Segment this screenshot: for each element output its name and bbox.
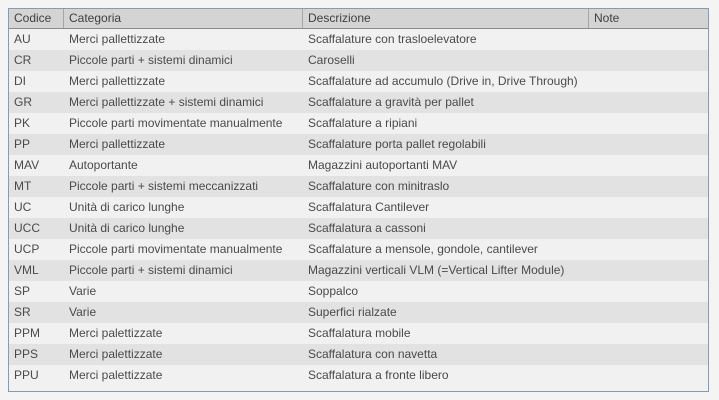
cell-descrizione: Caroselli xyxy=(308,53,355,67)
cell-note xyxy=(589,281,708,302)
cell-categoria: Unità di carico lunghe xyxy=(69,200,185,214)
cell-categoria: Merci palettizzate xyxy=(69,347,163,361)
cell-codice: PPU xyxy=(14,368,39,382)
cell-codice: CR xyxy=(14,53,32,67)
table-row[interactable] xyxy=(9,260,708,281)
cell-codice: SR xyxy=(14,305,31,319)
table-row[interactable] xyxy=(9,155,708,176)
cell-note xyxy=(589,113,708,134)
cell-categoria: Piccole parti movimentate manualmente xyxy=(69,116,283,130)
table-row[interactable] xyxy=(9,176,708,197)
cell-codice: DI xyxy=(14,74,26,88)
cell-categoria: Merci pallettizzate xyxy=(69,32,166,46)
cell-codice: PPS xyxy=(14,347,39,361)
cell-note xyxy=(589,323,708,344)
cell-descrizione: Scaffalatura a cassoni xyxy=(308,221,426,235)
cell-categoria: Merci pallettizzate xyxy=(69,74,166,88)
cell-categoria: Piccole parti movimentate manualmente xyxy=(69,242,283,256)
column-header-categoria[interactable]: Categoria xyxy=(64,9,303,28)
cell-categoria: Piccole parti + sistemi meccanizzati xyxy=(69,179,259,193)
cell-descrizione: Scaffalature ad accumulo (Drive in, Drive Through) xyxy=(308,74,578,88)
cell-categoria: Piccole parti + sistemi dinamici xyxy=(69,263,233,277)
cell-note xyxy=(589,239,708,260)
cell-descrizione: Scaffalature con minitraslo xyxy=(308,179,450,193)
cell-note xyxy=(589,197,708,218)
cell-codice: UCP xyxy=(14,242,40,256)
cell-descrizione: Scaffalature porta pallet regolabili xyxy=(308,137,486,151)
cell-note xyxy=(589,155,708,176)
cell-codice: PPM xyxy=(14,326,41,340)
cell-categoria: Merci pallettizzate xyxy=(69,137,166,151)
cell-descrizione: Scaffalatura con navetta xyxy=(308,347,438,361)
cell-categoria: Unità di carico lunghe xyxy=(69,221,185,235)
table-row[interactable] xyxy=(9,134,708,155)
cell-descrizione: Magazzini autoportanti MAV xyxy=(308,158,458,172)
table-row[interactable] xyxy=(9,323,708,344)
cell-descrizione: Scaffalature a mensole, gondole, cantilever xyxy=(308,242,538,256)
cell-categoria: Varie xyxy=(69,284,97,298)
cell-codice: UC xyxy=(14,200,32,214)
cell-descrizione: Scaffalature a ripiani xyxy=(308,116,418,130)
cell-note xyxy=(589,50,708,71)
table-row[interactable] xyxy=(9,29,708,50)
cell-note xyxy=(589,302,708,323)
cell-descrizione: Scaffalatura Cantilever xyxy=(308,200,430,214)
cell-note xyxy=(589,176,708,197)
cell-categoria: Autoportante xyxy=(69,158,138,172)
table-row[interactable] xyxy=(9,50,708,71)
cell-descrizione: Magazzini verticali VLM (=Vertical Lifter Module) xyxy=(308,263,565,277)
column-header-descrizione[interactable]: Descrizione xyxy=(303,9,589,28)
cell-codice: VML xyxy=(14,263,39,277)
cell-note xyxy=(589,218,708,239)
cell-descrizione: Superfici rialzate xyxy=(308,305,397,319)
cell-note xyxy=(589,29,708,50)
cell-codice: MT xyxy=(14,179,32,193)
cell-note xyxy=(589,365,708,386)
column-header-note[interactable]: Note xyxy=(594,11,620,25)
table-row[interactable] xyxy=(9,92,708,113)
cell-note xyxy=(589,92,708,113)
cell-descrizione: Scaffalature a gravità per pallet xyxy=(308,95,474,109)
table-body xyxy=(9,29,708,386)
cell-categoria: Merci palettizzate xyxy=(69,368,163,382)
cell-descrizione: Scaffalature con trasloelevatore xyxy=(308,32,477,46)
cell-codice: MAV xyxy=(14,158,40,172)
table-row[interactable] xyxy=(9,239,708,260)
cell-codice: PK xyxy=(14,116,31,130)
table-row[interactable] xyxy=(9,302,708,323)
column-header-codice[interactable]: Codice xyxy=(9,9,64,28)
table-header-row xyxy=(9,9,708,29)
cell-categoria: Piccole parti + sistemi dinamici xyxy=(69,53,233,67)
table-row[interactable] xyxy=(9,113,708,134)
cell-descrizione: Soppalco xyxy=(308,284,359,298)
cell-note xyxy=(589,260,708,281)
cell-note xyxy=(589,344,708,365)
cell-categoria: Merci pallettizzate + sistemi dinamici xyxy=(69,95,264,109)
data-grid xyxy=(8,8,709,392)
cell-descrizione: Scaffalatura mobile xyxy=(308,326,411,340)
table-row[interactable] xyxy=(9,197,708,218)
table-row[interactable] xyxy=(9,365,708,386)
cell-codice: AU xyxy=(14,32,31,46)
cell-descrizione: Scaffalatura a fronte libero xyxy=(308,368,449,382)
table-row[interactable] xyxy=(9,344,708,365)
table-row[interactable] xyxy=(9,281,708,302)
cell-categoria: Merci palettizzate xyxy=(69,326,163,340)
cell-note xyxy=(589,134,708,155)
table-row[interactable] xyxy=(9,71,708,92)
cell-codice: UCC xyxy=(14,221,40,235)
cell-codice: SP xyxy=(14,284,31,298)
cell-categoria: Varie xyxy=(69,305,97,319)
cell-note xyxy=(589,71,708,92)
cell-codice: GR xyxy=(14,95,32,109)
cell-codice: PP xyxy=(14,137,31,151)
table-row[interactable] xyxy=(9,218,708,239)
